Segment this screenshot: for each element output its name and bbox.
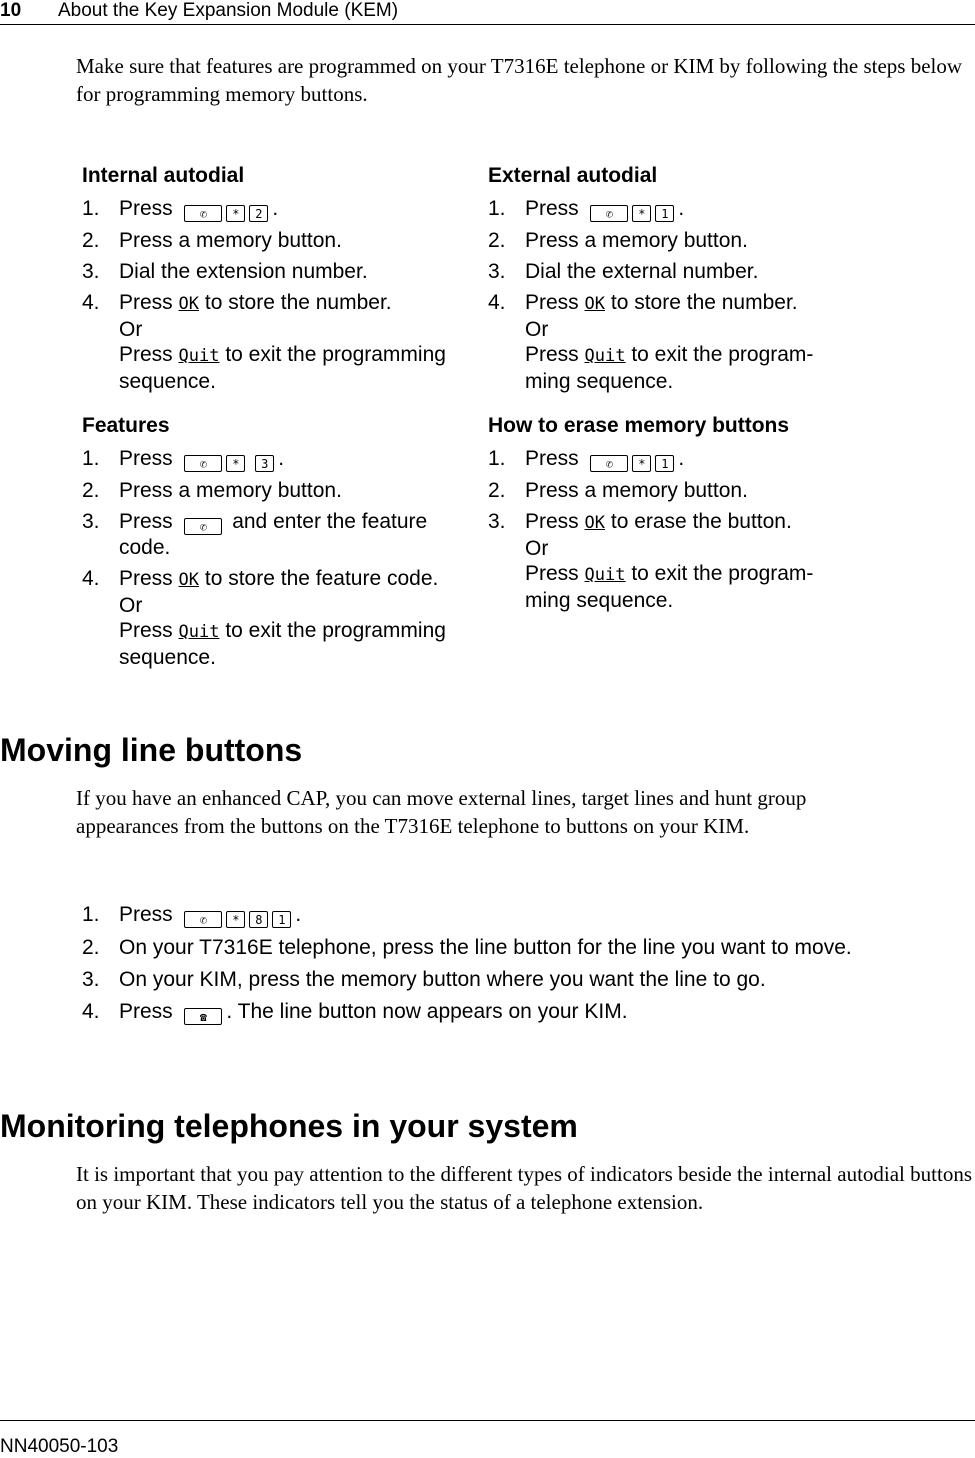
chapter-title: About the Key Expansion Module (KEM) [58,0,399,21]
moving-line-buttons-heading: Moving line buttons [0,732,303,768]
list-item: 1. Press ✆ * 1 . [488,197,685,221]
list-item: 4. Press OK to store the number. Or Press Quit to exit the program-ming sequence. [488,291,814,393]
list-item: 3. Press OK to erase the button. Or Press Quit to exit the program-ming sequence. [488,510,814,612]
list-item: 3. Dial the extension number. [82,260,368,283]
digit-key-icon: 2 [249,205,268,222]
digit-key-icon: 8 [249,911,268,928]
ok-softkey: OK [584,513,606,533]
quit-softkey: Quit [584,346,626,366]
ok-softkey: OK [178,570,200,590]
feature-key-icon: ✆ [590,205,628,222]
internal-autodial-title: Internal autodial [82,164,245,187]
star-key-icon: * [632,455,651,472]
list-item: 1. Press ✆ * 2 . [82,197,279,221]
list-item: 1. Press ✆ * 8 1 . [82,903,302,927]
star-key-icon: * [226,205,245,222]
list-item: 3. Dial the external number. [488,260,759,283]
list-item: 2. Press a memory button. [82,479,342,502]
feature-key-icon: ✆ [184,455,222,472]
release-key-icon: ☎ [184,1008,222,1025]
list-item: 3. Press ✆ and enter the feature code. [82,510,428,559]
list-item: 3. On your KIM, press the memory button where you want the line to go. [82,968,766,991]
list-item: 2. Press a memory button. [82,229,342,252]
quit-softkey: Quit [178,622,220,642]
star-key-icon: * [226,911,245,928]
quit-softkey: Quit [584,565,626,585]
page-header [0,0,975,25]
moving-line-buttons-body: If you have an enhanced CAP, you can move external lines, target lines and hunt group appearances from the buttons on the T7316E telephone to buttons on your KIM. [76,786,807,838]
list-item: 2. On your T7316E telephone, press the line button for the line you want to move. [82,936,852,959]
digit-key-icon: 1 [655,455,674,472]
feature-key-icon: ✆ [184,911,222,928]
digit-key-icon: 3 [255,455,274,472]
features-section [82,413,477,676]
intro-paragraph: Make sure that features are programmed on your T7316E telephone or KIM by following the steps below for programming memory buttons. [76,54,963,106]
external-autodial-title: External autodial [488,164,658,187]
page-footer [0,1420,975,1457]
quit-softkey: Quit [178,346,220,366]
list-item: 2. Press a memory button. [488,479,748,502]
list-item: 4. Press OK to store the number. Or Press Quit to exit the programming sequence. [82,291,446,393]
erase-memory-title: How to erase memory buttons [488,414,790,437]
list-item: 4. Press ☎ . The line button now appears on your KIM. [82,1000,628,1024]
star-key-icon: * [226,455,245,472]
page-number: 10 [0,0,22,21]
digit-key-icon: 1 [272,911,291,928]
ok-softkey: OK [178,294,200,314]
erase-memory-section [488,413,858,619]
feature-key-icon: ✆ [184,518,222,535]
moving-steps [82,902,862,1032]
list-item: 2. Press a memory button. [488,229,748,252]
list-item: 4. Press OK to store the feature code. Or Press Quit to exit the programming sequence. [82,567,446,669]
features-title: Features [82,414,170,437]
internal-autodial-section [82,163,477,400]
star-key-icon: * [632,205,651,222]
ok-softkey: OK [584,294,606,314]
list-item: 1. Press ✆ * 1 . [488,447,685,471]
monitoring-heading: Monitoring telephones in your system [0,1108,578,1144]
document-code: NN40050-103 [0,1436,119,1457]
external-autodial-section [488,163,858,400]
list-item: 1. Press ✆ * 3 . [82,447,285,471]
monitoring-body: It is important that you pay attention to the different types of indicators beside the internal autodial buttons on your KIM. These indicators tell you the status of a telephone extension. [76,1162,972,1214]
feature-key-icon: ✆ [590,455,628,472]
feature-key-icon: ✆ [184,205,222,222]
digit-key-icon: 1 [655,205,674,222]
